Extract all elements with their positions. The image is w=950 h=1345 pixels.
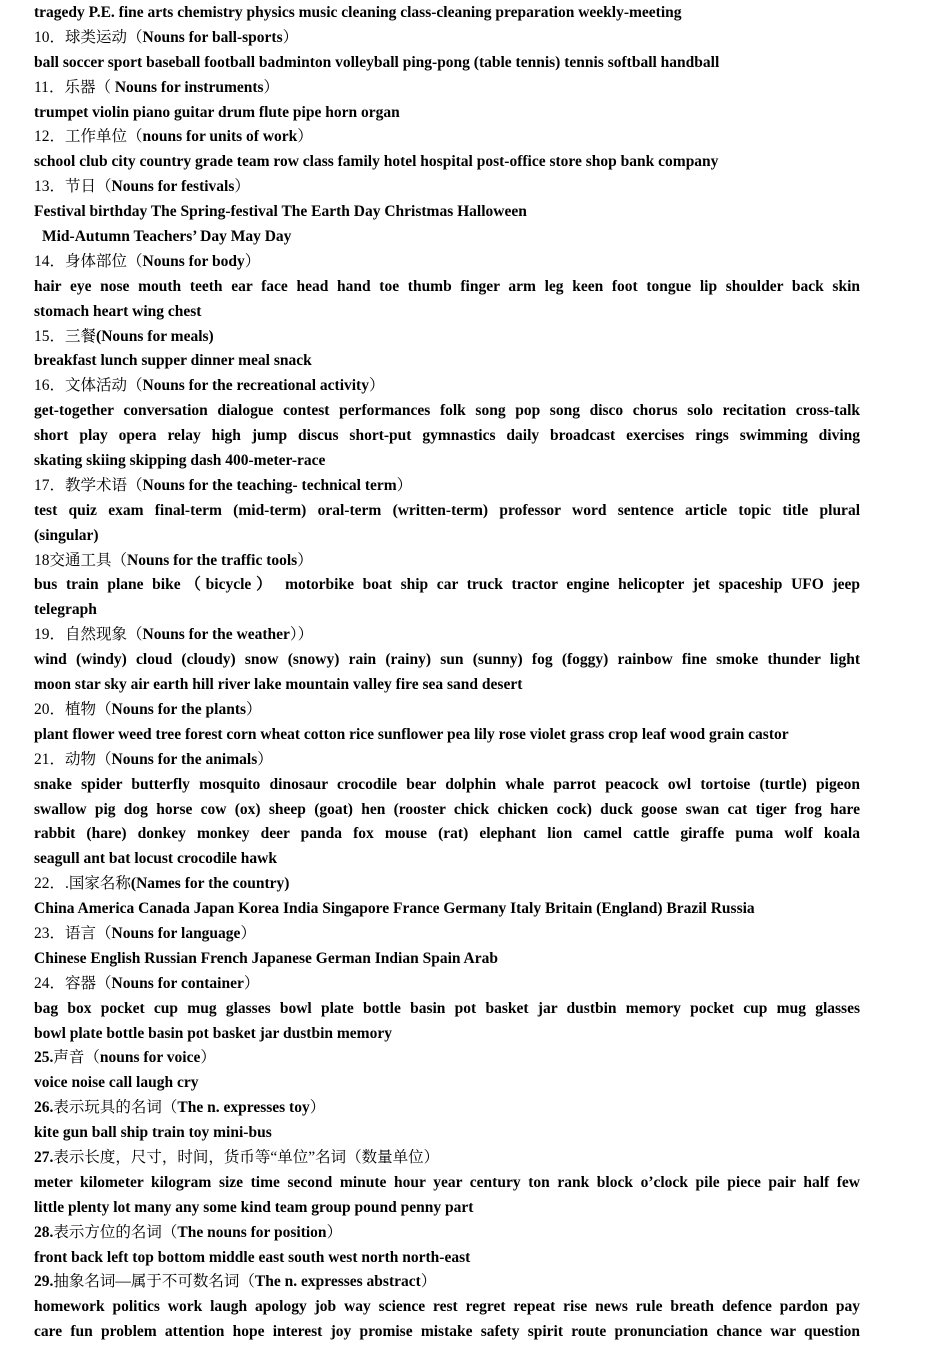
section-closing-paren: ））: [289, 626, 314, 644]
word-line: bus train plane bike（bicycle） motorbike boat ship car truck tractor engine helicopter jet spaceship UFO jeep: [34, 576, 860, 594]
section-separator: ．: [49, 626, 66, 644]
section-heading: [34, 748, 860, 773]
word-line: breakfast lunch supper dinner meal snack: [34, 352, 312, 370]
section-number: 28.: [34, 1223, 54, 1241]
section-closing-paren: ）: [257, 750, 273, 768]
section-heading: [34, 125, 860, 150]
word-line: little plenty lot many any some kind team group pound penny part: [34, 1198, 474, 1216]
section-chinese-title: 交通工具（: [49, 551, 128, 569]
word-line: Chinese English Russian French Japanese German Indian Spain Arab: [34, 949, 498, 967]
word-line: skating skiing skipping dash 400-meter-race: [34, 452, 326, 470]
section-separator: ．: [49, 924, 66, 942]
section-chinese-title: 表示方位的名词（: [53, 1223, 178, 1241]
section-chinese-title: 球类运动（: [65, 28, 143, 46]
section-english-title: Nouns for the traffic tools: [127, 551, 298, 569]
word-line: front back left top bottom middle east south west north north-east: [34, 1248, 471, 1266]
section-number: 27.: [34, 1148, 54, 1166]
section-closing-paren: ）: [326, 1223, 343, 1241]
section-number: 13: [34, 178, 50, 196]
word-line: telegraph: [34, 601, 97, 619]
section-heading: [34, 175, 860, 200]
word-line: care fun problem attention hope interest joy promise mistake safety spirit route pronunciation chance war question: [34, 1323, 860, 1341]
section-number: 26.: [34, 1099, 54, 1117]
section-separator: ．.: [49, 875, 69, 893]
section-closing-paren: ）: [244, 252, 261, 270]
section-number: 16: [34, 377, 50, 395]
word-line: meter kilometer kilogram size time second minute hour year century ton rank block o’clock pile piece pair half few: [34, 1173, 860, 1191]
word-line: China America Canada Japan Korea India Singapore France Germany Italy Britain (England) Brazil Russia: [34, 900, 755, 918]
section-heading: [34, 972, 860, 997]
section-chinese-title: 表示长度，尺寸，时间，货币等“单位”名词（数量单位）: [53, 1148, 440, 1166]
section-separator: ．: [49, 700, 66, 718]
section-english-title: The n. expresses toy: [177, 1099, 310, 1117]
section-number: 10: [34, 28, 50, 46]
word-line: voice noise call laugh cry: [34, 1074, 199, 1092]
section-separator: ．: [49, 476, 66, 494]
word-line: moon star sky air earth hill river lake mountain valley fire sea sand desert: [34, 676, 523, 694]
section-number: 22: [34, 875, 50, 893]
section-english-title: Nouns for the teaching- technical term: [142, 476, 397, 494]
section-english-title: The n. expresses abstract: [254, 1273, 421, 1291]
section-english-title: Nouns for festivals: [111, 178, 235, 196]
word-line: Festival birthday The Spring-festival The Earth Day Christmas Halloween: [34, 203, 527, 221]
section-separator: ．: [49, 377, 66, 395]
section-separator: ．: [49, 128, 66, 146]
word-line: plant flower weed tree forest corn wheat cotton rice sunflower pea lily rose violet grass crop leaf wood grain castor: [34, 725, 789, 743]
section-heading: [34, 76, 860, 101]
section-chinese-title: 自然现象（: [65, 626, 143, 644]
word-line: seagull ant bat locust crocodile hawk: [34, 850, 277, 868]
section-separator: ．: [49, 750, 66, 768]
section-english-title: nouns for voice: [99, 1049, 201, 1067]
section-closing-paren: ）: [234, 178, 250, 196]
word-line: (singular): [34, 526, 99, 544]
section-chinese-title: 声音（: [53, 1049, 100, 1067]
section-chinese-title: 表示玩具的名词（: [53, 1099, 178, 1117]
word-line: trumpet violin piano guitar drum flute pipe horn organ: [34, 103, 400, 121]
section-number: 12: [34, 128, 50, 146]
word-line: ball soccer sport baseball football badminton volleyball ping-pong (table tennis) tennis softball handball: [34, 53, 720, 71]
word-line: hair eye nose mouth teeth ear face head hand toe thumb finger arm leg keen foot tongue lip shoulder back skin: [34, 277, 860, 295]
word-line: bag box pocket cup mug glasses bowl plate bottle basin pot basket jar dustbin memory pocket cup mug glasses: [34, 999, 860, 1017]
section-closing-paren: ）: [297, 551, 313, 569]
section-number: 21: [34, 750, 50, 768]
section-heading: [34, 250, 860, 275]
section-chinese-title: 身体部位（: [65, 252, 143, 270]
section-closing-paren: ）: [246, 700, 262, 718]
section-heading: [34, 1221, 860, 1246]
word-line: swallow pig dog horse cow (ox) sheep (goat) hen (rooster chick chicken cock) duck goose swan cat tiger frog hare: [34, 800, 860, 818]
document-page: [34, 1, 860, 1345]
section-closing-paren: ）: [420, 1273, 437, 1291]
section-english-title: Nouns for the animals: [111, 750, 258, 768]
section-number: 25.: [34, 1049, 54, 1067]
section-english-title: Nouns for instruments: [110, 78, 264, 96]
section-chinese-title: 植物（: [65, 700, 112, 718]
section-heading: [34, 1096, 860, 1121]
section-separator: ．: [49, 28, 66, 46]
section-number: 15: [34, 327, 50, 345]
section-closing-paren: ）: [243, 974, 260, 992]
section-number: 18: [34, 551, 50, 569]
section-heading: [34, 1270, 860, 1295]
section-english-title: Nouns for the recreational activity: [142, 377, 369, 395]
section-number: 17: [34, 476, 50, 494]
word-line: school club city country grade team row class family hotel hospital post-office store shop bank company: [34, 153, 719, 171]
section-closing-paren: ）: [282, 28, 299, 46]
section-separator: ．: [49, 327, 66, 345]
section-english-title: Nouns for body: [142, 252, 245, 270]
section-heading: [34, 549, 860, 574]
section-chinese-title: 工作单位（: [65, 128, 143, 146]
word-line: get-together conversation dialogue contest performances folk song pop song disco chorus solo recitation cross-talk: [34, 402, 860, 420]
section-chinese-title: 语言（: [65, 924, 112, 942]
section-number: 29.: [34, 1273, 54, 1291]
section-closing-paren: ）: [263, 78, 280, 96]
section-separator: ．: [49, 252, 66, 270]
section-english-title: Nouns for the plants: [111, 700, 247, 718]
section-heading: [34, 872, 860, 897]
section-number: 23: [34, 924, 50, 942]
word-line: kite gun ball ship train toy mini-bus: [34, 1124, 272, 1142]
section-english-title: (Names for the country): [130, 875, 290, 893]
section-heading: [34, 1046, 860, 1071]
section-english-title: Nouns for ball-sports: [142, 28, 283, 46]
section-chinese-title: 文体活动（: [65, 377, 143, 395]
section-closing-paren: ）: [396, 476, 413, 494]
word-line: snake spider butterfly mosquito dinosaur crocodile bear dolphin whale parrot peacock owl tortoise (turtle) pigeon: [34, 775, 860, 793]
section-chinese-title: 抽象名词—属于不可数名词（: [53, 1273, 255, 1291]
word-line: wind (windy) cloud (cloudy) snow (snowy) rain (rainy) sun (sunny) fog (foggy) rainbow fine smoke thunder light: [34, 651, 860, 669]
section-heading: [34, 1146, 860, 1171]
section-heading: [34, 474, 860, 499]
word-line: test quiz exam final-term (mid-term) oral-term (written-term) professor word sentence article topic title plural: [34, 501, 860, 519]
section-chinese-title: 容器（: [65, 974, 112, 992]
section-number: 24: [34, 974, 50, 992]
section-closing-paren: ）: [240, 924, 256, 942]
word-line: rabbit (hare) donkey monkey deer panda fox mouse (rat) elephant lion camel cattle giraffe puma wolf koala: [34, 825, 860, 843]
section-chinese-title: 乐器（: [64, 78, 111, 96]
section-number: 14: [34, 252, 50, 270]
section-heading: [34, 698, 860, 723]
word-line: tragedy P.E. fine arts chemistry physics music cleaning class-cleaning preparation weekly-meeting: [34, 4, 682, 21]
word-line: short play opera relay high jump discus short-put gymnastics daily broadcast exercises rings swimming diving: [34, 427, 860, 445]
word-line: homework politics work laugh apology job way science rest regret repeat rise news rule breath defence pardon pay: [34, 1298, 860, 1316]
section-heading: [34, 374, 860, 399]
section-english-title: (Nouns for meals): [96, 327, 214, 345]
section-separator: ．: [49, 974, 66, 992]
section-separator: ．: [49, 178, 66, 196]
section-chinese-title: 节日（: [65, 178, 112, 196]
section-english-title: The nouns for position: [177, 1223, 327, 1241]
section-number: 19: [34, 626, 50, 644]
section-number: 11: [34, 78, 49, 96]
section-closing-paren: ）: [368, 377, 385, 395]
word-line: stomach heart wing chest: [34, 302, 202, 320]
section-chinese-title: 国家名称: [68, 875, 131, 893]
section-closing-paren: ）: [309, 1099, 326, 1117]
section-english-title: Nouns for the weather: [142, 626, 290, 644]
section-english-title: nouns for units of work: [142, 128, 298, 146]
word-line: Mid-Autumn Teachers’ Day May Day: [42, 228, 292, 246]
word-line: bowl plate bottle basin pot basket jar dustbin memory: [34, 1024, 392, 1042]
section-chinese-title: 动物（: [65, 750, 112, 768]
section-heading: [34, 922, 860, 947]
section-separator: ．: [48, 78, 65, 96]
section-english-title: Nouns for container: [111, 974, 244, 992]
section-number: 20: [34, 700, 50, 718]
section-closing-paren: ）: [297, 128, 313, 146]
section-chinese-title: 教学术语（: [65, 476, 143, 494]
section-english-title: Nouns for language: [111, 924, 241, 942]
section-chinese-title: 三餐: [65, 327, 97, 345]
section-heading: [34, 623, 860, 648]
section-heading: [34, 26, 860, 51]
section-closing-paren: ）: [200, 1049, 216, 1067]
section-heading: [34, 325, 860, 350]
